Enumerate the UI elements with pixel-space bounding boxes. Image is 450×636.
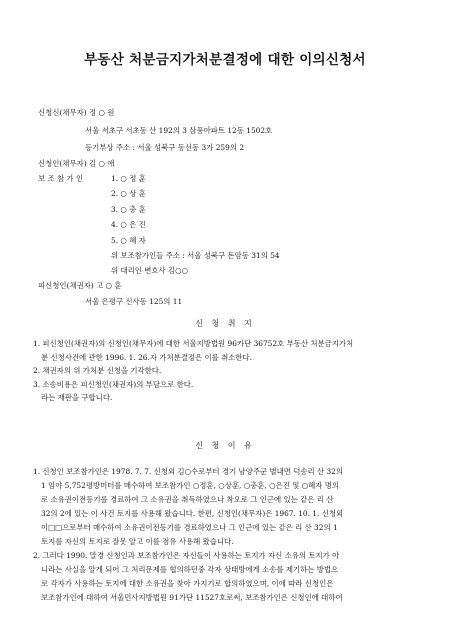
reason-line: 보조참가인에 대하여 서울민사지방법원 91가단 11527호로써, 보조참가인은 신청인에 대하여 <box>41 593 343 602</box>
purpose-line: 2. 채권자의 위 가처분 신청을 기각한다. <box>33 366 162 375</box>
reason-line: 토지를 자신의 토지로 잘못 알고 이를 점유 사용해 왔습니다. <box>41 537 234 546</box>
participant-address: 위 보조참가인들 주소 : 서울 성북구 돈암동 31의 54 <box>111 251 280 260</box>
reason-line: 2. 그러다 1990. 말경 신청인과 보조참가인은 자신들이 사용하는 토지가 자신 소유의 토지가 아 <box>33 551 340 560</box>
participant-item: 3. ○ 충 훈 <box>111 205 146 214</box>
reasons-section <box>33 465 343 605</box>
document-title: 부동산 처분금지가처분결정에 대한 이의신청서 <box>84 52 366 68</box>
purpose-line: 3. 소송비용은 피신청인(채권자)의 부담으로 한다. <box>33 379 194 389</box>
reason-line: 32의 2에 있는 이 사건 토지를 사용해 왔습니다. 한편, 신청인(채무자)은 1967. 10. 1. 신청외 <box>41 509 344 518</box>
purpose-heading: 신 청 취 지 <box>195 319 255 328</box>
reason-line: 1. 신청인 보조참가인은 1978. 7. 7. 신청외 김○수로부터 경기 남양주군 별내면 덕송리 산 32의 <box>33 467 344 476</box>
reason-line: 1 임야 5,752평방미터를 매수하여 보조참가인 ○정훈, ○상훈, ○충훈, ○은진 및 ○혜자 명의 <box>41 481 340 490</box>
purpose-line: 1. 피신청인(채권자)의 신청인(채무자)에 대한 서울지방법원 96카단 36752호 부동산 처분금지가처 <box>33 339 354 348</box>
reasons-heading: 신 청 이 유 <box>195 441 255 450</box>
purpose-section <box>33 337 353 405</box>
applicant-registry-address: 등기부상 주소 : 서울 성북구 동선동 3가 259의 2 <box>85 143 245 152</box>
participant-item: 4. ○ 은 진 <box>111 220 146 229</box>
participant-item: 1. ○ 정 훈 <box>111 174 146 183</box>
respondent-address: 서울 은평구 신사동 125의 11 <box>85 297 183 306</box>
applicant-address: 서울 서초구 서초동 산 192의 3 삼풍아파트 12동 1502호 <box>85 126 273 135</box>
reason-line: 로 각자가 사용하는 토지에 대한 소유권을 찾아 가지기로 합의하였으며, 이에 따라 신청인은 <box>41 579 334 588</box>
reason-line: 이□□으로부터 매수하여 소유권이전등기를 경료하였으나 그 인근에 있는 같은 리 산 32의 1 <box>41 523 338 532</box>
attorney-name: 위 대리인 변호사 김○○ <box>111 266 189 275</box>
respondent-label: 피신청인(채권자) 고 ○ 훈 <box>38 281 122 290</box>
reason-line: 로 소유권이전등기를 경료하여 그 소유권을 취득하였으나 착오로 그 인근에 있는 같은 리 산 <box>41 495 334 504</box>
participant-item: 2. ○ 상 훈 <box>111 189 146 198</box>
participant-label: 보 조 참 가 인 <box>38 174 84 183</box>
purpose-line: 분 신청사건에 관한 1996. 1. 26.자 가처분결정은 이를 취소한다. <box>41 352 253 362</box>
co-applicant-label: 신청인(채무자) 김 ○ 애 <box>38 159 115 168</box>
participant-item: 5. ○ 혜 자 <box>111 236 146 245</box>
purpose-line: 라는 재판을 구합니다. <box>41 393 113 402</box>
applicant-label: 신청신(채무자) 정 ○ 원 <box>38 108 115 117</box>
reason-line: 니라는 사실을 알게 되어 그 처리문제를 협의하던중 각자 상태방에게 소송를 제기하는 방법으 <box>41 565 339 574</box>
